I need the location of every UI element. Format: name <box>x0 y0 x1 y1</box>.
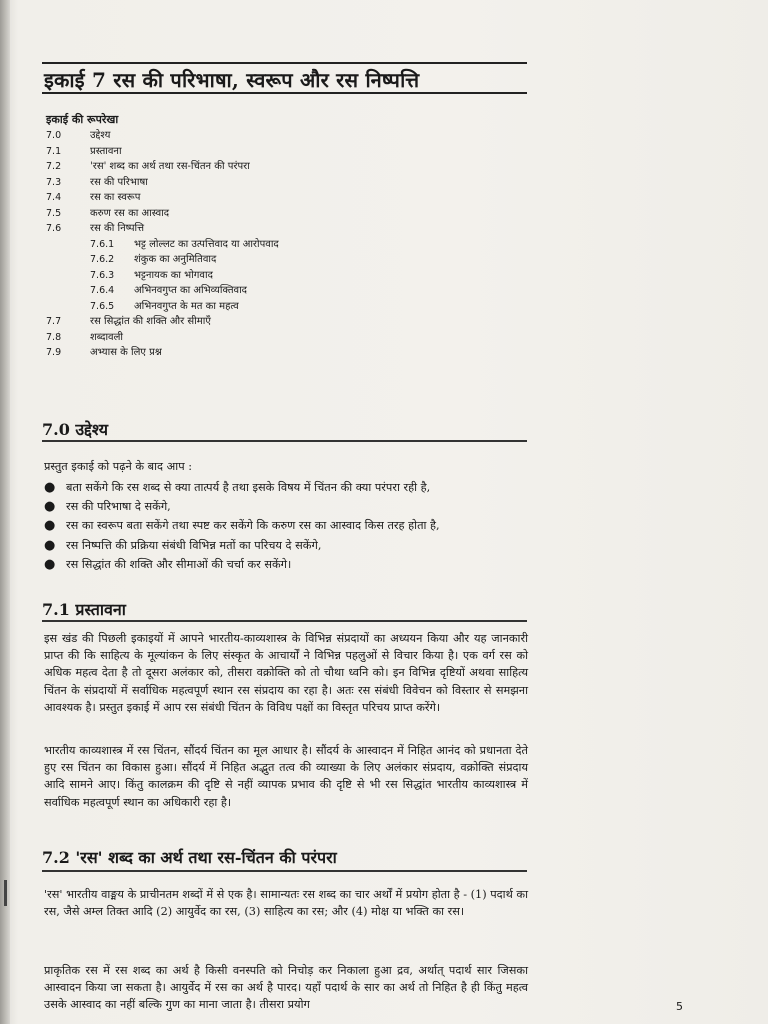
toc-item-title: अभिनवगुप्त का अभिव्यक्तिवाद <box>134 285 247 296</box>
toc-item-title: शब्दावली <box>90 331 123 343</box>
chapter-rule-top <box>42 62 527 64</box>
objectives-intro: प्रस्तुत इकाई को पढ़ने के बाद आप : <box>44 460 193 473</box>
toc-item <box>46 314 526 330</box>
toc-item <box>46 190 526 206</box>
chapter-title: इकाई 7 रस की परिभाषा, स्वरूप और रस निष्पत्ति <box>44 68 420 92</box>
bullet-icon: ● <box>44 518 56 534</box>
rasa-meaning-paragraph-1: 'रस' भारतीय वाङ्मय के प्राचीनतम शब्दों में से एक है। सामान्यतः रस शब्द का चार अर्थों में प्रयोग होता है - (1) पदार्थ का रस, जैसे अम्ल तिक्त आदि (2) आयुर्वेद का रस, (3) साहित्य का रस; और (4) मोक्ष या भक्ति का रस। <box>44 888 528 919</box>
book-spine-shadow <box>0 0 10 1024</box>
toc-item-number: 7.5 <box>46 207 62 219</box>
rasa-meaning-paragraph-2: प्राकृतिक रस में रस शब्द का अर्थ है किसी वनस्पति को निचोड़ कर निकाला हुआ द्रव, अर्थात् पदार्थ सार जिसका आस्वादन किया जा सकता है। आयुर्वेद में रस का अर्थ है पारद। यहाँ पदार्थ के सार का अर्थ तो निहित है ही किंतु महत्व उसके आस्वाद का नहीं बल्कि गुण का माना जाता है। तीसरा प्रयोग <box>44 964 528 1012</box>
objective-text: रस सिद्धांत की शक्ति और सीमाओं की चर्चा कर सकेंगे। <box>66 557 292 571</box>
table-of-contents <box>46 128 526 361</box>
objective-text: रस की परिभाषा दे सकेंगे, <box>66 500 171 514</box>
bullet-icon: ● <box>44 556 56 572</box>
toc-item <box>46 144 526 160</box>
bullet-icon: ● <box>44 480 56 495</box>
intro-paragraph-2: भारतीय काव्यशास्त्र में रस चिंतन, सौंदर्य चिंतन का मूल आधार है। सौंदर्य के आस्वादन में निहित आनंद को प्रधानता देते हुए रस चिंतन का विकास हुआ। सौंदर्य में निहित अद्भुत तत्व की व्याख्या के लिए अलंकार संप्रदाय, वक्रोक्ति संप्रदाय आदि सामने आए। किंतु कालक्रम की दृष्टि से नहीं व्यापक प्रभाव की दृष्टि से भी रस सिद्धांत भारतीय काव्यशास्त्र में सर्वाधिक महत्वपूर्ण स्थान का अधिकारी रहा है। <box>44 744 528 809</box>
toc-item-title: अभ्यास के लिए प्रश्न <box>90 347 162 358</box>
toc-item <box>46 159 526 175</box>
toc-item <box>46 221 526 237</box>
toc-item <box>46 128 526 144</box>
toc-item <box>46 345 526 361</box>
toc-item-title: रस का स्वरूप <box>90 192 141 203</box>
section-rule-7-2 <box>42 870 527 872</box>
toc-item-title: रस सिद्धांत की शक्ति और सीमाएँ <box>90 316 211 327</box>
toc-item-number: 7.3 <box>46 176 62 188</box>
toc-item-number: 7.6.1 <box>90 238 115 250</box>
section-heading-7-1: 7.1 प्रस्तावना <box>42 600 126 619</box>
toc-item-number: 7.6 <box>46 223 62 234</box>
toc-item-number: 7.6.5 <box>90 300 115 312</box>
toc-item-number: 7.6.2 <box>90 254 115 265</box>
toc-item <box>46 299 526 315</box>
toc-item-title: रस की निष्पत्ति <box>90 223 145 234</box>
binding-mark <box>4 880 7 906</box>
toc-item <box>46 175 526 191</box>
toc-item <box>46 206 526 222</box>
toc-item <box>46 268 526 284</box>
toc-item-number: 7.4 <box>46 192 62 203</box>
toc-item-title: रस की परिभाषा <box>90 176 148 188</box>
toc-item-number: 7.1 <box>46 145 62 157</box>
section-rule-7-1 <box>42 620 527 622</box>
toc-item-number: 7.0 <box>46 130 62 141</box>
intro-paragraph-1: इस खंड की पिछली इकाइयों में आपने भारतीय-काव्यशास्त्र के विभिन्न संप्रदायों का अध्ययन किया और यह जानकारी प्राप्त की कि साहित्य के मूल्यांकन के लिए संस्कृत के आचार्यों ने विभिन्न पहलुओं से विचार किया है। एक वर्ग रस को अधिक महत्व देता है तो दूसरा अलंकार को, तीसरा वक्रोक्ति को तो चौथा ध्वनि को। इन विभिन्न दृष्टियों अथवा साहित्य चिंतन के संप्रदायों में सर्वाधिक महत्वपूर्ण स्थान रस संप्रदाय का रहा है। अतः रस संबंधी विवेचन को विस्तार से समझना आवश्यक है। प्रस्तुत इकाई में आप रस संबंधी चिंतन के विविध पक्षों का विस्तृत परिचय प्राप्त करेंगे। <box>44 632 528 714</box>
toc-item-title: भट्टनायक का भोगवाद <box>134 269 213 281</box>
section-rule-7-0 <box>42 440 527 442</box>
toc-item-number: 7.2 <box>46 161 62 172</box>
bullet-icon: ● <box>44 499 56 515</box>
toc-item-number: 7.7 <box>46 316 62 327</box>
toc-item <box>46 283 526 299</box>
chapter-rule-bottom <box>42 92 527 94</box>
page-number: 5 <box>676 1000 683 1013</box>
toc-item-title: उद्देश्य <box>90 130 111 141</box>
objective-text: रस निष्पत्ति की प्रक्रिया संबंधी विभिन्न मतों का परिचय दे सकेंगे, <box>66 538 322 552</box>
toc-item-title: भट्ट लोल्लट का उत्पत्तिवाद या आरोपवाद <box>134 238 279 250</box>
objectives-list <box>44 478 528 574</box>
toc-item <box>46 330 526 346</box>
bullet-icon: ● <box>44 537 56 553</box>
toc-item-number: 7.6.4 <box>90 285 115 296</box>
section-heading-7-2: 7.2 'रस' शब्द का अर्थ तथा रस-चिंतन की परंपरा <box>42 848 337 867</box>
toc-item-title: करुण रस का आस्वाद <box>90 207 170 219</box>
objective-item <box>44 536 528 555</box>
toc-item-title: 'रस' शब्द का अर्थ तथा रस-चिंतन की परंपरा <box>90 161 250 172</box>
toc-item-title: प्रस्तावना <box>90 145 122 157</box>
objective-item <box>44 516 528 535</box>
toc-item-title: शंकुक का अनुमितिवाद <box>134 254 217 265</box>
section-heading-7-0: 7.0 उद्देश्य <box>42 420 108 439</box>
toc-item <box>46 237 526 253</box>
toc-item-number: 7.9 <box>46 347 62 358</box>
objective-item <box>44 497 528 516</box>
outline-heading: इकाई की रूपरेखा <box>46 113 119 126</box>
toc-item-title: अभिनवगुप्त के मत का महत्व <box>134 300 239 312</box>
objective-item <box>44 555 528 574</box>
toc-item-number: 7.8 <box>46 331 62 343</box>
objective-text: रस का स्वरूप बता सकेंगे तथा स्पष्ट कर सकेंगे कि करुण रस का आस्वाद किस तरह होता है, <box>66 519 440 533</box>
objective-text: बता सकेंगे कि रस शब्द से क्या तात्पर्य है तथा इसके विषय में चिंतन की क्या परंपरा रही है, <box>66 481 431 494</box>
objective-item <box>44 478 528 497</box>
toc-item <box>46 252 526 268</box>
toc-item-number: 7.6.3 <box>90 269 115 281</box>
